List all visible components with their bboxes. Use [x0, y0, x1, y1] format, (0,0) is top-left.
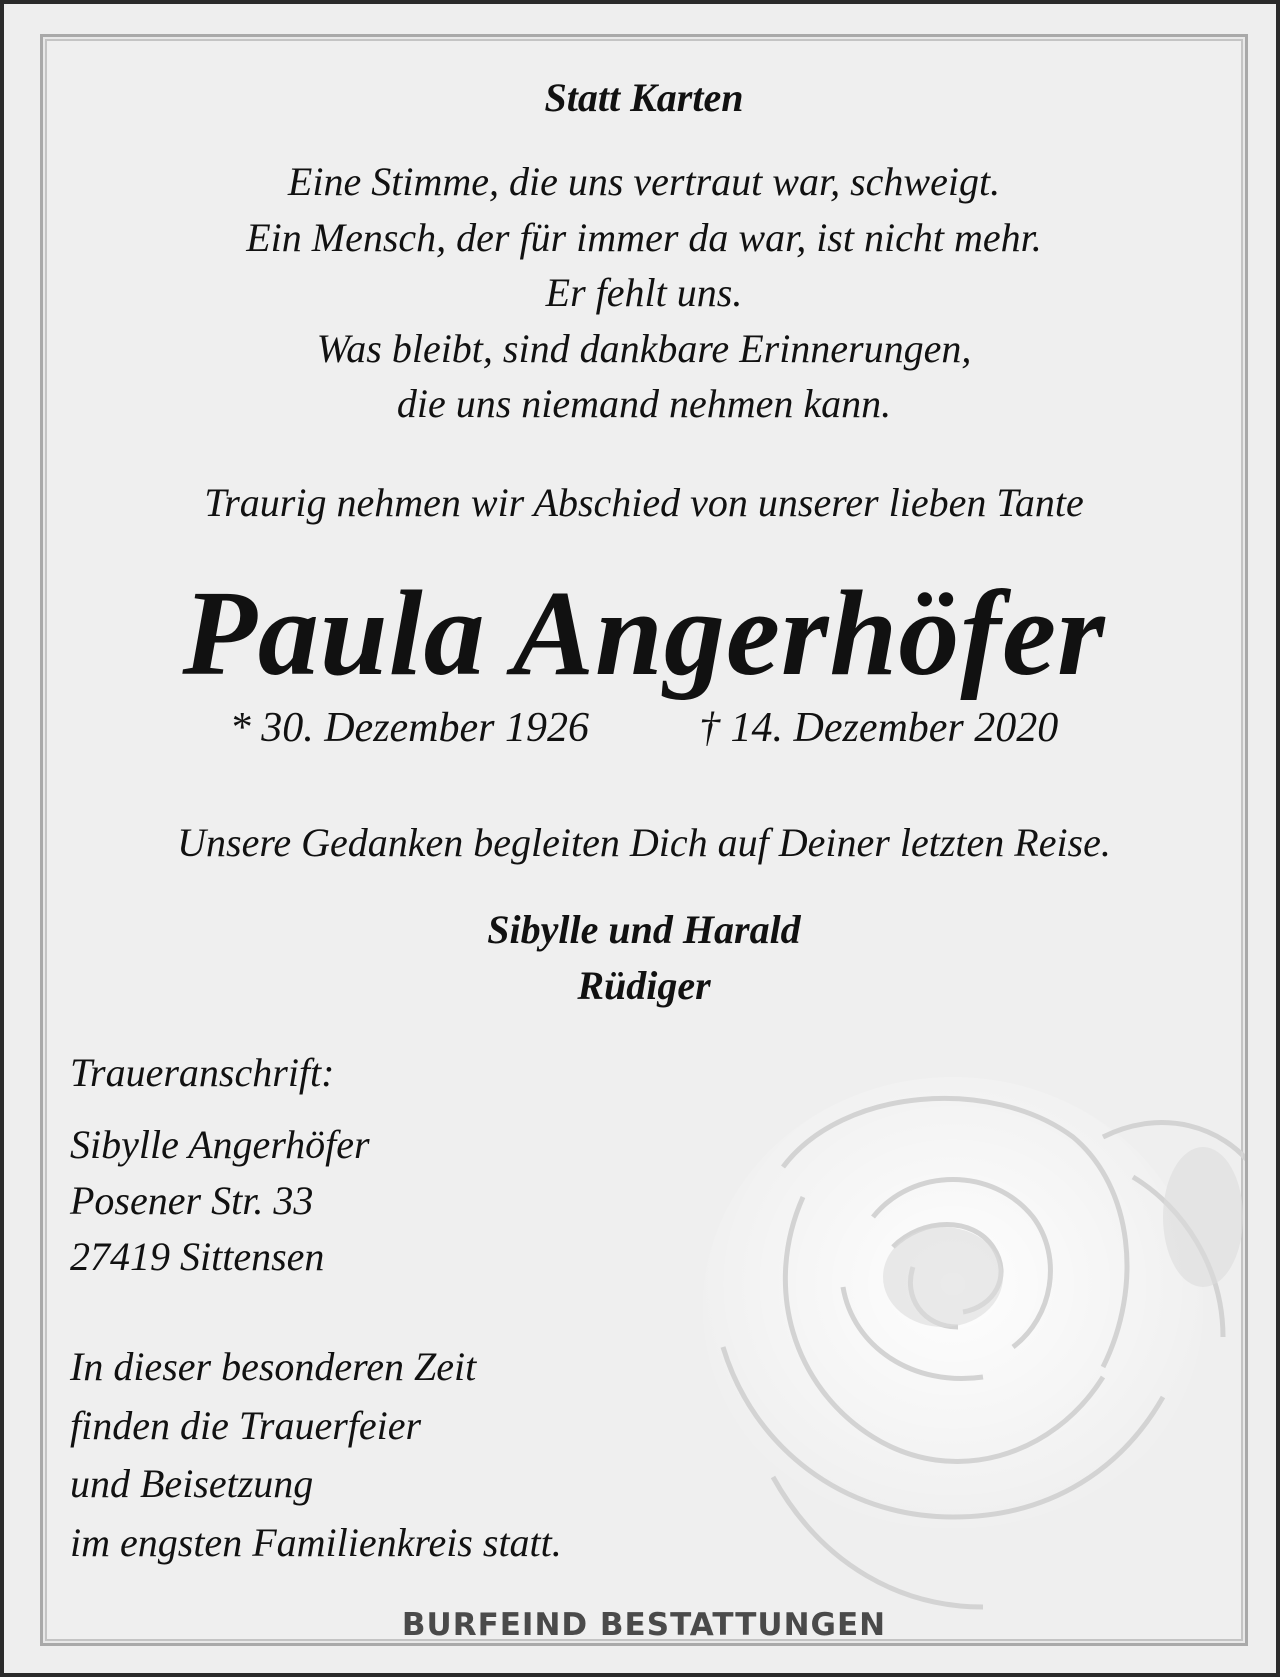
farewell-text: Unsere Gedanken begleiten Dich auf Deiner letzten Reise. [177, 820, 1111, 865]
death-date: † 14. Dezember 2020 [699, 705, 1059, 751]
poem-line: Er fehlt uns. [545, 270, 743, 315]
family-signature [4, 902, 1280, 1014]
poem-line: Eine Stimme, die uns vertraut war, schweigt. [287, 159, 1001, 204]
notice-line: finden die Trauerfeier [70, 1402, 422, 1448]
notice-line: im engsten Familienkreis statt. [70, 1519, 562, 1565]
family-line: Sibylle und Harald [487, 907, 801, 952]
announcement-intro: Traurig nehmen wir Abschied von unserer lieben Tante [204, 480, 1084, 525]
poem-line: Ein Mensch, der für immer da war, ist nicht mehr. [246, 214, 1042, 260]
header-title: Statt Karten [544, 75, 744, 120]
funeral-home-logo: BURFEIND BESTATTUNGEN [401, 1607, 887, 1643]
notice-line: In dieser besonderen Zeit [70, 1344, 477, 1389]
address-line: 27419 Sittensen [70, 1234, 325, 1279]
address-line: Sibylle Angerhöfer [70, 1122, 370, 1167]
address-label: Traueranschrift: [70, 1050, 335, 1095]
poem-line: die uns niemand nehmen kann. [396, 381, 892, 426]
notice-line: und Beisetzung [70, 1461, 314, 1506]
deceased-name: Paula Angerhöfer [182, 566, 1106, 701]
ceremony-notice [70, 1338, 970, 1572]
birth-date: * 30. Dezember 1926 [229, 705, 589, 751]
poem [4, 154, 1280, 432]
address-line: Posener Str. 33 [70, 1178, 314, 1223]
life-dates [4, 704, 1280, 752]
mourning-address [70, 1117, 970, 1285]
poem-line: Was bleibt, sind dankbare Erinnerungen, [316, 325, 972, 371]
family-line: Rüdiger [577, 963, 711, 1008]
